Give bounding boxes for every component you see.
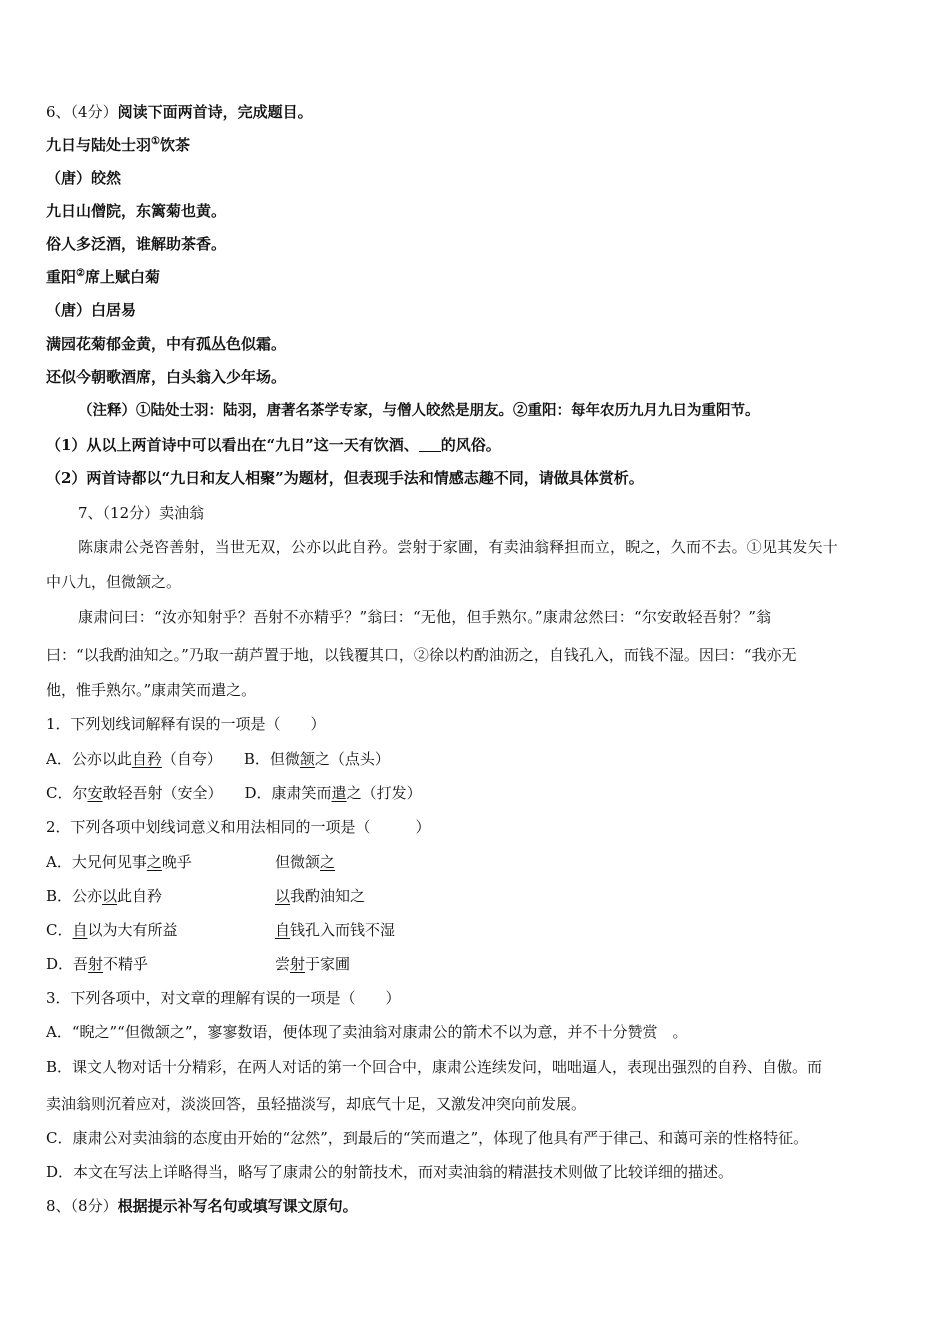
poem2-title-text-2: 席上赋白菊	[84, 268, 160, 286]
q6-sub1	[46, 435, 501, 455]
option-right-text: 但微颔	[275, 853, 321, 871]
option-left-text: D．吾	[46, 955, 89, 973]
poem1-line-2: 俗人多泛酒，谁解助茶香。	[46, 235, 227, 253]
q7-s3-option-d[interactable]: D．本文在写法上详略得当，略写了康肃公的射箭技术，而对卖油翁的精湛技术则做了比较详细的描述。	[46, 1163, 734, 1181]
q7-s3-option-c[interactable]: C．康肃公对卖油翁的态度由开始的“忿然”，到最后的“笑而遣之”，体现了他具有严于律己、和蔼可亲的性格特征。	[46, 1129, 809, 1147]
option-left-text: B．公亦	[46, 887, 103, 905]
poem2-line-2: 还似今朝歌酒席，白头翁入少年场。	[46, 368, 287, 386]
option-b-gloss: 之（点头）	[314, 750, 390, 768]
underlined-word: 自	[72, 921, 88, 939]
q7-s2-stem: 2．下列各项中划线词意义和用法相同的一项是（ ）	[46, 818, 431, 836]
passage-para2-line2: 曰：“以我酌油知之。”乃取一葫芦置于地，以钱覆其口，②徐以杓酌油沥之，自钱孔入，而钱不湿。因曰：“我亦无	[46, 646, 797, 664]
option-c-text: C．尔	[46, 784, 88, 802]
poem2-line-1: 满园花菊郁金黄，中有孤丛色似霜。	[46, 335, 287, 353]
option-left-text-2: 此自矜	[117, 887, 163, 905]
q7-s2-option-b[interactable]	[46, 886, 365, 906]
poem1-title-text: 九日与陆处士羽	[46, 136, 152, 154]
passage-para2-line3: 他，惟手熟尔。”康肃笑而遣之。	[46, 681, 257, 699]
poem2-title-text: 重阳	[46, 268, 77, 286]
option-left-text-2: 不精乎	[103, 955, 149, 973]
option-a[interactable]	[46, 750, 222, 768]
option-c-gloss: 敢轻吾射（安全）	[102, 784, 223, 802]
q7-s3-option-b-line2[interactable]: 卖油翁则沉着应对，淡淡回答，虽轻描淡写，却底气十足，又激发冲突向前发展。	[46, 1095, 587, 1113]
underlined-word: 之	[146, 853, 162, 871]
poem-notes: （注释）①陆处士羽：陆羽，唐著名茶学专家，与僧人皎然是朋友。②重阳：每年农历九月九日为重阳节。	[78, 402, 760, 419]
underlined-word: 以	[275, 887, 291, 905]
option-left-text: A．大兄何见事	[46, 853, 147, 871]
q8-instruction: 根据提示补写名句或填写课文原句。	[117, 1197, 358, 1215]
q6-instruction: 阅读下面两首诗，完成题目。	[117, 103, 313, 121]
option-c[interactable]	[46, 784, 223, 802]
q7-s1-stem: 1．下列划线词解释有误的一项是（ ）	[46, 715, 326, 733]
poem1-title-text-2: 饮茶	[159, 136, 190, 154]
q7-s2-option-a[interactable]	[46, 852, 335, 872]
underlined-word: 射	[290, 955, 306, 973]
underlined-word: 自矜	[131, 750, 162, 768]
underlined-word: 遣	[331, 784, 347, 802]
option-left-text: C．	[46, 921, 73, 939]
q7-s3-option-a[interactable]: A．“睨之”“但微颔之”，寥寥数语，便体现了卖油翁对康肃公的箭术不以为意，并不十分赞赏 。	[46, 1023, 688, 1041]
underlined-word: 以	[102, 887, 118, 905]
q6-sub1-text: （1）从以上两首诗中可以看出在“九日”这一天有饮酒、	[46, 436, 419, 454]
q7-heading: 7、（12分）卖油翁	[78, 504, 205, 522]
passage-para1-line2: 中八九，但微颔之。	[46, 573, 182, 591]
option-a-gloss: （自夸）	[161, 750, 222, 768]
option-d[interactable]	[245, 784, 422, 802]
passage-para2-line1: 康肃问曰：“汝亦知射乎？吾射不亦精乎？”翁曰：“无他，但手熟尔。”康肃忿然曰：“尔安敢轻吾射？”翁	[78, 608, 772, 626]
option-right-text-2: 我酌油知之	[290, 887, 366, 905]
q8-header	[46, 1196, 358, 1216]
poem2-note-mark: ②	[76, 268, 85, 279]
option-right-text-2: 钱孔入而钱不湿	[290, 921, 396, 939]
option-right-text: 尝	[275, 955, 291, 973]
q6-sub1-text-2: 的风俗。	[440, 436, 501, 454]
underlined-word: 射	[88, 955, 104, 973]
poem1-author: （唐）皎然	[46, 169, 122, 187]
answer-blank[interactable]	[419, 437, 441, 452]
passage-para1-line1: 陈康肃公尧咨善射，当世无双，公亦以此自矜。尝射于家圃，有卖油翁释担而立，睨之，久而不去。①见其发矢十	[78, 538, 839, 556]
q8-score: （8分）	[70, 1197, 118, 1215]
q6-number: 6、	[46, 103, 71, 121]
poem2-author: （唐）白居易	[46, 301, 137, 319]
q7-s1-options-ab	[46, 749, 390, 769]
q6-sub2: （2）两首诗都以“九日和友人相聚”为题材，但表现手法和情感志趣不同，请做具体赏析。	[46, 469, 644, 487]
poem1-note-mark: ①	[151, 136, 160, 147]
poem2-title	[46, 267, 160, 287]
underlined-word: 安	[87, 784, 103, 802]
option-b-text: B．但微	[243, 750, 300, 768]
q6-header	[46, 102, 313, 122]
option-d-gloss: 之（打发）	[346, 784, 422, 802]
option-a-text: A．公亦以此	[46, 750, 132, 768]
option-right-text-2: 于家圃	[305, 955, 351, 973]
q6-score: （4分）	[70, 103, 118, 121]
option-left-text-2: 以为大有所益	[87, 921, 178, 939]
option-left-text-2: 晚乎	[161, 853, 192, 871]
q7-s3-stem: 3．下列各项中，对文章的理解有误的一项是（ ）	[46, 989, 401, 1007]
underlined-word: 之	[320, 853, 336, 871]
option-b[interactable]	[244, 750, 390, 768]
option-d-text: D．康肃笑而	[244, 784, 332, 802]
underlined-word: 颔	[299, 750, 315, 768]
poem1-title	[46, 135, 190, 155]
q7-s2-option-d[interactable]	[46, 954, 350, 974]
q7-s3-option-b-line1[interactable]: B．课文人物对话十分精彩，在两人对话的第一个回合中，康肃公连续发问，咄咄逼人，表现出强烈的自矜、自傲。而	[46, 1058, 823, 1076]
underlined-word: 自	[275, 921, 291, 939]
q7-s2-option-c[interactable]	[46, 920, 395, 940]
poem1-line-1: 九日山僧院，东篱菊也黄。	[46, 202, 227, 220]
q7-s1-options-cd	[46, 783, 422, 803]
q8-number: 8、	[46, 1197, 71, 1215]
